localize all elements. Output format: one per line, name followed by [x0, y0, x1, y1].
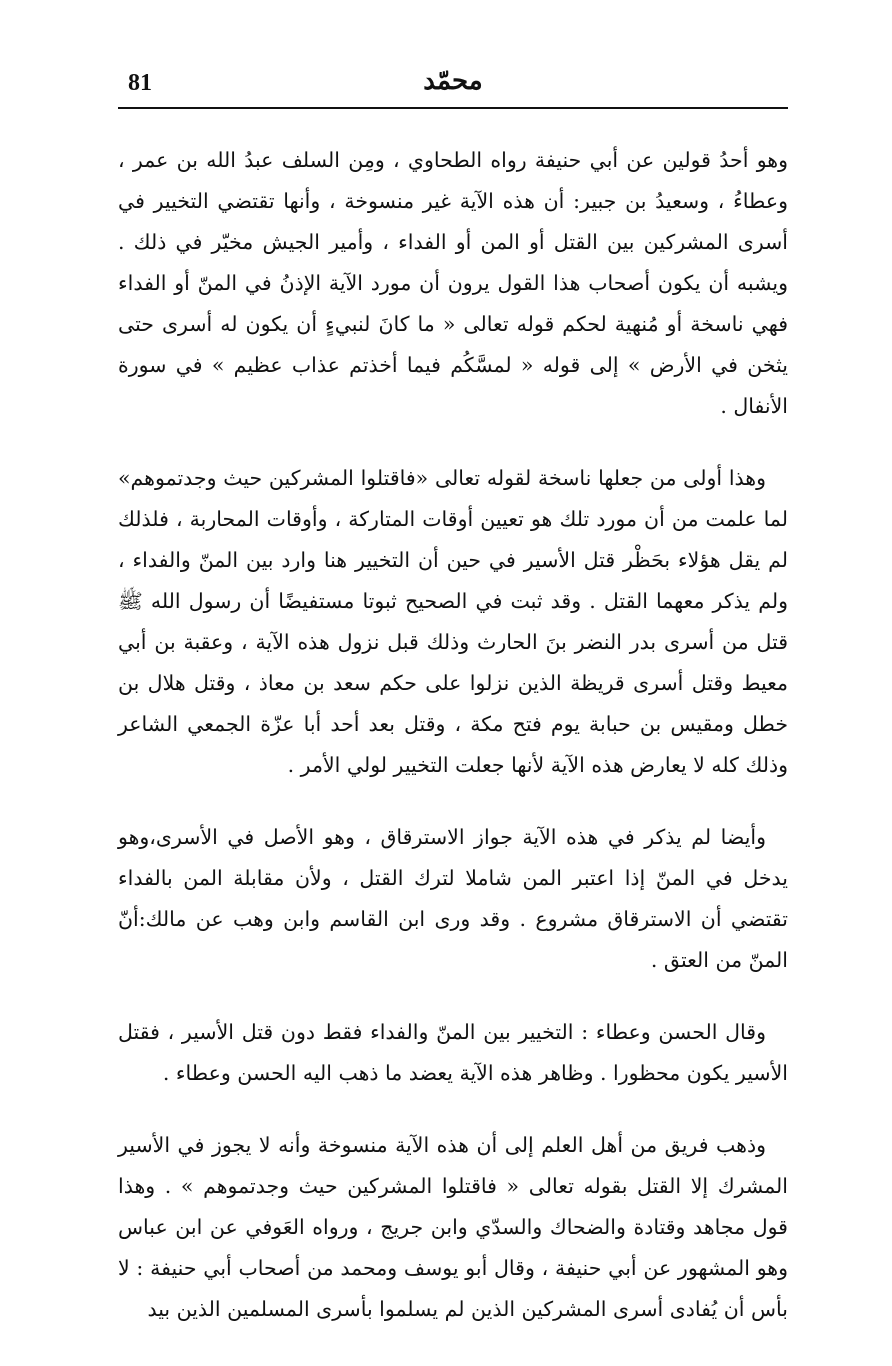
paragraph: وهو أحدُ قولين عن أبي حنيفة رواه الطحاوي ، ومِن السلف عبدُ الله بن عمر ، وعطاءُ ، وسعيدُ بن جبير: أن هذه الآية غير منسوخة ، وأنها تقتضي التخيير في أسرى المشركين بين القتل أو المن أو الفداء ، وأمير الجيش مخيّر في ذلك . ويشبه أن يكون أصحاب هذا القول يرون أن مورد الآية الإذنُ في المنّ أو الفداء فهي ناسخة أو مُنهية لحكم قوله تعالى « ما كانَ لنبيءٍ أن يكون له أسرى حتى يثخن في الأرض » إلى قوله « لمسَّكُم فيما أخذتم عذاب عظيم » في سورة الأنفال . — [118, 148, 788, 418]
paragraph: وهذا أولى من جعلها ناسخة لقوله تعالى «فاقتلوا المشركين حيث وجدتموهم» لما علمت من أن مورد تلك هو تعيين أوقات المتاركة ، وأوقات المحاربة ، فلذلك لم يقل هؤلاء بحَظْر قتل الأسير في حين أن التخيير هنا وارد بين المنّ والفداء ، ولم يذكر معهما القتل . وقد ثبت في الصحيح ثبوتا مستفيضًا أن رسول الله ﷺ قتل من أسرى بدر النضر بنَ الحارث وذلك قبل نزول هذه الآية ، وعقبة بن أبي معيط وقتل أسرى قريظة الذين نزلوا على حكم سعد بن معاذ ، وقتل هلال بن خطل ومقيس بن حبابة يوم فتح مكة ، وقتل بعد أحد أبا عزّة الجمعي الشاعر وذلك كله لا يعارض هذه الآية لأنها جعلت التخيير لولي الأمر . — [118, 466, 788, 777]
paragraph: وأيضا لم يذكر في هذه الآية جواز الاسترقاق ، وهو الأصل في الأسرى،وهو يدخل في المنّ إذا اعتبر المن شاملا لترك القتل ، ولأن مقابلة المن بالفداء تقتضي أن الاسترقاق مشروع . وقد ورى ابن القاسم وابن وهب عن مالك:أنّ المنّ من العتق . — [118, 825, 788, 972]
page-number: 81 — [128, 70, 152, 96]
body-text — [118, 140, 788, 1361]
page-header — [118, 64, 788, 108]
header-rule — [118, 107, 788, 109]
paragraph: وذهب فريق من أهل العلم إلى أن هذه الآية منسوخة وأنه لا يجوز في الأسير المشرك إلا القتل بقوله تعالى « فاقتلوا المشركين حيث وجدتموهم » . وهذا قول مجاهد وقتادة والضحاك والسدّي وابن جريج ، ورواه العَوفي عن ابن عباس وهو المشهور عن أبي حنيفة ، وقال أبو يوسف ومحمد من أصحاب أبي حنيفة : لا بأس أن يُفادى أسرى المشركين الذين لم يسلموا بأسرى المسلمين الذين بيد — [118, 1133, 788, 1321]
running-title: محمّد — [423, 66, 483, 96]
paragraph: وقال الحسن وعطاء : التخيير بين المنّ والفداء فقط دون قتل الأسير ، فقتل الأسير يكون محظورا . وظاهر هذه الآية يعضد ما ذهب اليه الحسن وعطاء . — [118, 1020, 788, 1085]
